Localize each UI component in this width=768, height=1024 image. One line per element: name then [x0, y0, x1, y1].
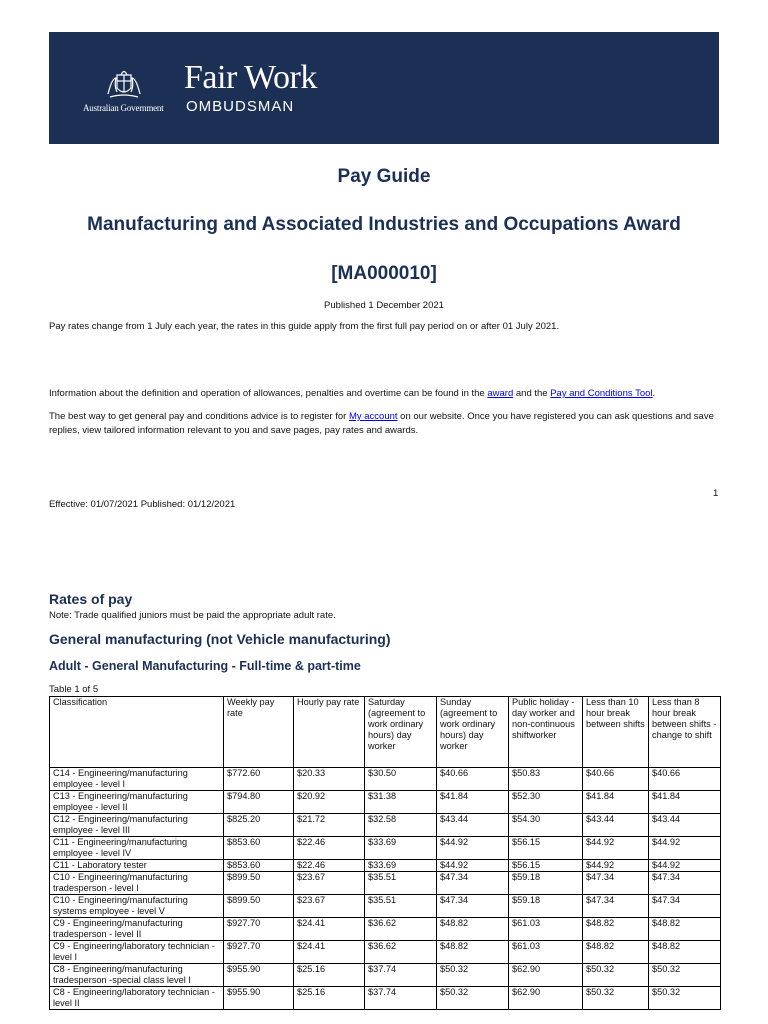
info-paragraph — [49, 387, 721, 401]
rates-change-text: Pay rates change from 1 July each year, the rates in this guide apply from the first full pay period on or after 01 July 2021. — [49, 321, 560, 332]
rate-cell: $41.84 — [583, 791, 649, 814]
table-row — [50, 814, 721, 837]
classification-cell: C8 - Engineering/manufacturing tradesperson -special class level I — [50, 964, 224, 987]
table-row — [50, 872, 721, 895]
rate-cell: $927.70 — [224, 918, 294, 941]
column-header: Less than 10 hour break between shifts — [583, 697, 649, 768]
rates-heading: Rates of pay — [49, 591, 133, 607]
rate-cell: $47.34 — [437, 872, 509, 895]
rate-cell: $50.32 — [649, 987, 721, 1010]
column-header: Hourly pay rate — [294, 697, 365, 768]
rate-cell: $50.83 — [509, 768, 583, 791]
rate-cell: $927.70 — [224, 941, 294, 964]
classification-cell: C9 - Engineering/laboratory technician - level I — [50, 941, 224, 964]
table-row — [50, 895, 721, 918]
page-title: Pay Guide — [337, 166, 431, 187]
effective-date: Effective: 01/07/2021 Published: 01/12/2021 — [49, 499, 236, 510]
table-row — [50, 768, 721, 791]
classification-cell: C11 - Laboratory tester — [50, 860, 224, 872]
rate-cell: $47.34 — [583, 872, 649, 895]
rate-cell: $31.38 — [365, 791, 437, 814]
rate-cell: $48.82 — [649, 918, 721, 941]
rate-cell: $47.34 — [649, 895, 721, 918]
classification-cell: C11 - Engineering/manufacturing employee - level IV — [50, 837, 224, 860]
rate-cell: $955.90 — [224, 964, 294, 987]
table-row — [50, 837, 721, 860]
general-manufacturing-heading: General manufacturing (not Vehicle manufacturing) — [49, 631, 391, 647]
rate-cell: $23.67 — [294, 872, 365, 895]
rate-cell: $47.34 — [583, 895, 649, 918]
info-text: Information about the definition and operation of allowances, penalties and overtime can be found in the — [49, 388, 488, 399]
government-label: Australian Government — [83, 103, 164, 113]
rate-cell: $37.74 — [365, 964, 437, 987]
table-row — [50, 860, 721, 872]
rate-cell: $22.46 — [294, 860, 365, 872]
rate-cell: $772.60 — [224, 768, 294, 791]
rate-cell: $37.74 — [365, 987, 437, 1010]
table-row — [50, 964, 721, 987]
table-row — [50, 918, 721, 941]
rate-cell: $853.60 — [224, 837, 294, 860]
rate-cell: $52.30 — [509, 791, 583, 814]
rate-cell: $48.82 — [583, 918, 649, 941]
table-row — [50, 941, 721, 964]
rate-cell: $40.66 — [649, 768, 721, 791]
rate-cell: $899.50 — [224, 895, 294, 918]
rate-cell: $47.34 — [649, 872, 721, 895]
rate-cell: $825.20 — [224, 814, 294, 837]
rate-cell: $41.84 — [437, 791, 509, 814]
rate-cell: $30.50 — [365, 768, 437, 791]
table-header-row — [50, 697, 721, 768]
award-code: [MA000010] — [331, 263, 437, 284]
pay-rates-table — [49, 696, 721, 1010]
rate-cell: $20.92 — [294, 791, 365, 814]
brand-title: Fair Work — [184, 59, 317, 96]
rate-cell: $62.90 — [509, 964, 583, 987]
classification-cell: C10 - Engineering/manufacturing tradesperson - level I — [50, 872, 224, 895]
classification-cell: C13 - Engineering/manufacturing employee - level II — [50, 791, 224, 814]
table-row — [50, 791, 721, 814]
classification-cell: C14 - Engineering/manufacturing employee - level I — [50, 768, 224, 791]
advice-text: on our website. Once you have registered you can ask questions and save replies, view tailored information relevant to you and save pages, pay rates and awards. — [49, 411, 714, 436]
classification-cell: C12 - Engineering/manufacturing employee - level III — [50, 814, 224, 837]
rate-cell: $22.46 — [294, 837, 365, 860]
rate-cell: $44.92 — [583, 860, 649, 872]
rate-cell: $41.84 — [649, 791, 721, 814]
table-row — [50, 987, 721, 1010]
rate-cell: $56.15 — [509, 837, 583, 860]
rate-cell: $61.03 — [509, 918, 583, 941]
rate-cell: $32.58 — [365, 814, 437, 837]
rate-cell: $23.67 — [294, 895, 365, 918]
rate-cell: $794.80 — [224, 791, 294, 814]
info-text: . — [652, 388, 656, 399]
rate-cell: $24.41 — [294, 918, 365, 941]
column-header: Public holiday - day worker and non-continuous shiftworker — [509, 697, 583, 768]
rate-cell: $62.90 — [509, 987, 583, 1010]
rate-cell: $54.30 — [509, 814, 583, 837]
rate-cell: $50.32 — [583, 964, 649, 987]
info-text: and the — [513, 388, 551, 399]
adult-heading: Adult - General Manufacturing - Full-time & part-time — [49, 659, 361, 673]
rate-cell: $44.92 — [649, 837, 721, 860]
rate-cell: $40.66 — [437, 768, 509, 791]
column-header: Weekly pay rate — [224, 697, 294, 768]
pay-conditions-tool-link[interactable]: Pay and Conditions Tool — [550, 388, 653, 399]
rate-cell: $25.16 — [294, 987, 365, 1010]
rate-cell: $56.15 — [509, 860, 583, 872]
coat-of-arms-icon — [104, 66, 144, 107]
rate-cell: $853.60 — [224, 860, 294, 872]
advice-text: The best way to get general pay and conditions advice is to register for — [49, 411, 349, 422]
column-header: Less than 8 hour break between shifts - change to shift — [649, 697, 721, 768]
rate-cell: $50.32 — [437, 987, 509, 1010]
page-number: 1 — [713, 488, 719, 499]
rate-cell: $44.92 — [437, 860, 509, 872]
published-date: Published 1 December 2021 — [324, 300, 444, 311]
classification-cell: C9 - Engineering/manufacturing tradesperson - level II — [50, 918, 224, 941]
rate-cell: $61.03 — [509, 941, 583, 964]
rate-cell: $24.41 — [294, 941, 365, 964]
column-header: Saturday (agreement to work ordinary hours) day worker — [365, 697, 437, 768]
table-caption: Table 1 of 5 — [49, 684, 99, 695]
rate-cell: $33.69 — [365, 837, 437, 860]
rate-cell: $33.69 — [365, 860, 437, 872]
rate-cell: $59.18 — [509, 872, 583, 895]
rate-cell: $36.62 — [365, 941, 437, 964]
classification-cell: C8 - Engineering/laboratory technician - level II — [50, 987, 224, 1010]
junior-note: Note: Trade qualified juniors must be paid the appropriate adult rate. — [49, 610, 336, 621]
classification-cell: C10 - Engineering/manufacturing systems employee - level V — [50, 895, 224, 918]
rate-cell: $899.50 — [224, 872, 294, 895]
rate-cell: $59.18 — [509, 895, 583, 918]
rate-cell: $25.16 — [294, 964, 365, 987]
brand-subtitle: OMBUDSMAN — [186, 98, 295, 115]
award-link[interactable]: award — [487, 388, 514, 399]
rate-cell: $50.32 — [583, 987, 649, 1010]
rate-cell: $43.44 — [583, 814, 649, 837]
rate-cell: $35.51 — [365, 895, 437, 918]
rate-cell: $48.82 — [437, 941, 509, 964]
rate-cell: $43.44 — [437, 814, 509, 837]
rate-cell: $43.44 — [649, 814, 721, 837]
advice-paragraph — [49, 410, 721, 438]
rate-cell: $36.62 — [365, 918, 437, 941]
rate-cell: $48.82 — [437, 918, 509, 941]
rate-cell: $47.34 — [437, 895, 509, 918]
award-title: Manufacturing and Associated Industries and Occupations Award — [87, 214, 681, 235]
rate-cell: $44.92 — [649, 860, 721, 872]
header-banner — [49, 32, 719, 144]
rate-cell: $48.82 — [583, 941, 649, 964]
rate-cell: $21.72 — [294, 814, 365, 837]
my-account-link[interactable]: My account — [348, 411, 398, 422]
rate-cell: $50.32 — [649, 964, 721, 987]
rate-cell: $955.90 — [224, 987, 294, 1010]
rate-cell: $50.32 — [437, 964, 509, 987]
rate-cell: $20.33 — [294, 768, 365, 791]
column-header: Classification — [50, 697, 224, 768]
rate-cell: $44.92 — [437, 837, 509, 860]
rate-cell: $35.51 — [365, 872, 437, 895]
rate-cell: $40.66 — [583, 768, 649, 791]
column-header: Sunday (agreement to work ordinary hours) day worker — [437, 697, 509, 768]
rate-cell: $44.92 — [583, 837, 649, 860]
rate-cell: $48.82 — [649, 941, 721, 964]
